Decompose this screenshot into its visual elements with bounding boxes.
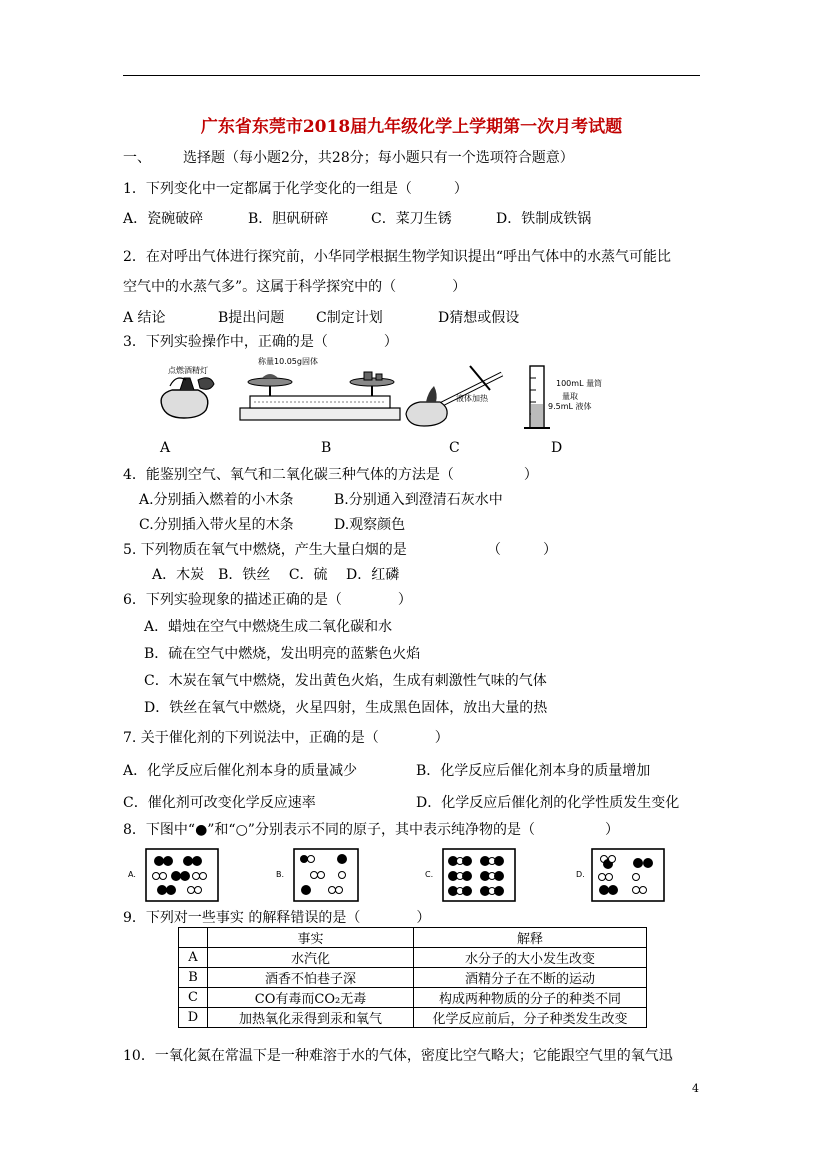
- page-number: 4: [692, 1082, 699, 1095]
- table-cell-explanation: 酒精分子在不断的运动: [414, 968, 647, 988]
- section-number: 一、: [123, 150, 151, 166]
- q6-option-c: C．木炭在氧气中燃烧，发出黄色火焰，生成有刺激性气味的气体: [144, 673, 547, 689]
- q5-options: A．木炭 B．铁丝 C．硫 D．红磷: [152, 567, 400, 583]
- q8-letter-c: C.: [425, 870, 434, 879]
- graduated-cylinder-illustration: [524, 366, 550, 428]
- q3-letter-d: D: [551, 440, 563, 456]
- question-4-stem: 4．能鉴别空气、氧气和二氧化碳三种气体的方法是（ ）: [123, 467, 538, 483]
- q2-option-a: A 结论: [123, 310, 166, 326]
- label-liquid-volume: 9.5mL 液体: [548, 402, 592, 411]
- q2-option-c: C制定计划: [316, 310, 383, 326]
- label-weigh-solid: 称量10.05g固体: [258, 357, 318, 366]
- table-cell-label: C: [179, 988, 208, 1008]
- q6-option-b: B．硫在空气中燃烧，发出明亮的蓝紫色火焰: [144, 646, 421, 662]
- label-heat-liquid: 液体加热: [456, 394, 488, 403]
- q4-option-c: C.分别插入带火星的木条: [139, 517, 294, 533]
- q6-option-a: A．蜡烛在空气中燃烧生成二氧化碳和水: [144, 619, 393, 635]
- page-title: 广东省东莞市2018届九年级化学上学期第一次月考试题: [200, 117, 623, 137]
- question-2-stem-line1: 2．在对呼出气体进行探究前，小华同学根据生物学知识提出“呼出气体中的水蒸气可能比: [123, 249, 672, 265]
- table-header-cell: [179, 928, 208, 948]
- facts-table: [178, 927, 647, 1028]
- label-cylinder: 100mL 量筒: [556, 379, 603, 388]
- table-row: [179, 948, 647, 968]
- q2-option-b: B提出问题: [218, 310, 285, 326]
- balance-illustration: [240, 372, 400, 420]
- q3-letter-c: C: [449, 440, 460, 456]
- table-row: [179, 968, 647, 988]
- question-5-stem: 5. 下列物质在氧气中燃烧，产生大量白烟的是: [123, 542, 407, 558]
- question-1-stem: 1．下列变化中一定都属于化学变化的一组是（ ）: [123, 181, 468, 197]
- table-row: [179, 1008, 647, 1028]
- header-rule: [123, 75, 700, 76]
- question-5-answer-paren: （ ）: [487, 542, 557, 558]
- table-row: [179, 988, 647, 1008]
- table-cell-fact: 酒香不怕巷子深: [208, 968, 414, 988]
- q4-option-d: D.观察颜色: [334, 517, 406, 533]
- question-8-stem: 8．下图中“●”和“○”分别表示不同的原子，其中表示纯净物的是（ ）: [123, 822, 619, 838]
- table-header-cell: 事实: [208, 928, 414, 948]
- q6-option-d: D．铁丝在氧气中燃烧，火星四射，生成黑色固体，放出大量的热: [144, 700, 548, 716]
- q1-option-b: B．胆矾研碎: [248, 211, 329, 227]
- q3-letter-b: B: [321, 440, 332, 456]
- question-2-stem-line2: 空气中的水蒸气多”。这属于科学探究中的（ ）: [123, 279, 467, 295]
- label-light-lamp: 点燃酒精灯: [168, 366, 208, 375]
- q4-option-b: B.分别通入到澄清石灰水中: [334, 492, 503, 508]
- lab-apparatus-figure: [150, 356, 590, 436]
- q2-option-d: D猜想或假设: [438, 310, 520, 326]
- table-cell-fact: CO有毒而CO₂无毒: [208, 988, 414, 1008]
- table-cell-label: A: [179, 948, 208, 968]
- table-header-cell: 解释: [414, 928, 647, 948]
- table-cell-label: D: [179, 1008, 208, 1028]
- table-cell-explanation: 化学反应前后，分子种类发生改变: [414, 1008, 647, 1028]
- molecule-box-c: [443, 849, 515, 901]
- table-cell-fact: 水汽化: [208, 948, 414, 968]
- q1-option-d: D．铁制成铁锅: [496, 211, 592, 227]
- q4-option-a: A.分别插入燃着的小木条: [139, 492, 294, 508]
- question-7-stem: 7. 关于催化剂的下列说法中，正确的是（ ）: [123, 730, 449, 746]
- molecule-models-figure: [146, 849, 664, 903]
- alcohol-lamp-illustration: [161, 378, 214, 418]
- question-3-stem: 3．下列实验操作中，正确的是（ ）: [123, 334, 398, 350]
- question-9-stem: 9．下列对一些事实 的解释错误的是（ ）: [123, 910, 431, 926]
- q8-letter-b: B.: [276, 870, 285, 879]
- question-10-stem: 10．一氧化氮在常温下是一种难溶于水的气体，密度比空气略大；它能跟空气里的氧气迅: [123, 1048, 673, 1064]
- q3-letter-a: A: [160, 440, 171, 456]
- label-measure: 量取: [562, 392, 578, 401]
- table-header-row: [179, 928, 647, 948]
- section-heading: 选择题（每小题2分，共28分；每小题只有一个选项符合题意）: [183, 150, 574, 166]
- q8-letter-d: D.: [576, 870, 585, 879]
- question-6-stem: 6．下列实验现象的描述正确的是（ ）: [123, 592, 412, 608]
- molecule-box-a: [146, 849, 218, 901]
- q7-option-d: D．化学反应后催化剂的化学性质发生变化: [416, 795, 680, 811]
- q7-option-c: C．催化剂可改变化学反应速率: [123, 795, 316, 811]
- table-cell-label: B: [179, 968, 208, 988]
- table-cell-explanation: 水分子的大小发生改变: [414, 948, 647, 968]
- molecule-box-d: [592, 849, 664, 901]
- q1-option-a: A．瓷碗破碎: [123, 211, 204, 227]
- molecule-box-b: [294, 849, 358, 901]
- q7-option-b: B．化学反应后催化剂本身的质量增加: [416, 763, 651, 779]
- q1-option-c: C．菜刀生锈: [371, 211, 452, 227]
- table-cell-explanation: 构成两种物质的分子的种类不同: [414, 988, 647, 1008]
- q7-option-a: A．化学反应后催化剂本身的质量减少: [123, 763, 358, 779]
- q8-letter-a: A.: [128, 870, 136, 879]
- table-cell-fact: 加热氧化汞得到汞和氧气: [208, 1008, 414, 1028]
